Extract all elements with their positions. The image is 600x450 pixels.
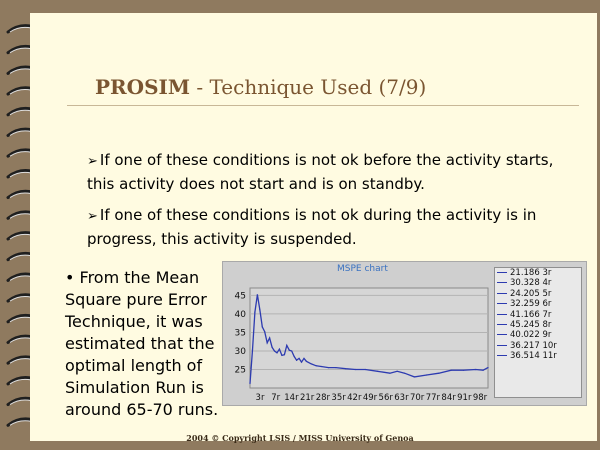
x-tick-label: 84r (441, 393, 456, 403)
x-tick-label: 7r (271, 393, 281, 403)
slide (30, 13, 597, 441)
y-tick-label: 35 (234, 328, 246, 339)
legend-label: 41.166 7r (510, 309, 552, 320)
legend-label: 36.217 10r (510, 340, 557, 351)
data-point (289, 350, 290, 351)
data-point (345, 368, 346, 369)
mspe-chart (222, 261, 587, 406)
legend-label: 30.328 4r (510, 278, 552, 289)
legend-item (495, 341, 581, 351)
data-point (286, 345, 287, 346)
chart-plot (226, 280, 491, 404)
data-point (438, 373, 439, 374)
data-point (267, 342, 268, 343)
legend-label: 32.259 6r (510, 299, 552, 310)
legend-label: 45.245 8r (510, 319, 552, 330)
data-point (321, 366, 322, 367)
data-point (298, 358, 299, 359)
data-point (276, 352, 277, 353)
data-point (294, 356, 295, 357)
data-point (264, 331, 265, 332)
title-product-name: PROSIM (95, 75, 191, 99)
plot-area (250, 288, 488, 388)
y-tick-label: 25 (234, 365, 246, 376)
data-point (377, 371, 378, 372)
data-point (389, 373, 390, 374)
legend-item (495, 330, 581, 340)
data-point (284, 354, 285, 355)
x-tick-label: 49r (362, 393, 378, 403)
legend-item (495, 289, 581, 299)
data-point (303, 358, 304, 359)
data-point (262, 326, 263, 327)
legend-swatch (497, 345, 507, 346)
x-tick-label: 35r (331, 393, 346, 403)
legend-label: 36.514 11r (510, 351, 557, 362)
data-point (291, 350, 292, 351)
legend-swatch (497, 324, 507, 325)
data-point (301, 361, 302, 362)
x-tick-label: 91r (457, 393, 472, 403)
data-point (279, 349, 280, 350)
x-tick-label: 3r (255, 393, 265, 403)
data-point (397, 371, 398, 372)
chart-legend (494, 267, 582, 398)
y-tick-label: 45 (234, 291, 246, 302)
bullet-text: If one of these conditions is not ok during the activity is in progress, this activity is suspended. (87, 206, 537, 248)
x-tick-label: 70r (409, 393, 425, 403)
legend-item (495, 278, 581, 288)
data-point (414, 376, 415, 377)
y-tick-label: 40 (234, 309, 246, 320)
data-point (249, 383, 250, 384)
legend-item (495, 310, 581, 320)
title-subtitle: - Technique Used (7/9) (190, 75, 427, 99)
legend-swatch (497, 293, 507, 294)
data-point (311, 363, 312, 364)
arrow-bullet-icon: ➢ (87, 154, 98, 169)
data-point (426, 374, 427, 375)
legend-swatch (497, 355, 507, 356)
y-tick-label: 30 (234, 346, 246, 357)
data-point (281, 355, 282, 356)
legend-label: 40.022 9r (510, 330, 552, 341)
x-tick-label: 98r (472, 393, 488, 403)
conclusion-text: • From the Mean Square pure Error Technique, it was estimated that the optimal length of Simulation Run is around 65-70 runs. (65, 268, 219, 419)
data-point (252, 349, 253, 350)
x-tick-label: 77r (425, 393, 441, 403)
data-point (296, 360, 297, 361)
data-point (463, 370, 464, 371)
slide-title (95, 75, 426, 99)
legend-swatch (497, 272, 507, 273)
data-point (355, 369, 356, 370)
slide-footer: 2004 © Copyright LSIS / MISS University of Genoa (186, 433, 414, 443)
data-point (365, 369, 366, 370)
x-tick-label: 21r (299, 393, 315, 403)
x-tick-label: 42r (347, 393, 362, 403)
data-point (482, 370, 483, 371)
legend-item (495, 320, 581, 330)
legend-swatch (497, 303, 507, 304)
data-point (475, 369, 476, 370)
chart-title: MSPE chart (337, 264, 388, 274)
data-point (451, 370, 452, 371)
data-point (274, 350, 275, 351)
bullet-item (87, 149, 567, 196)
data-point (335, 367, 336, 368)
x-tick-label: 56r (378, 393, 393, 403)
bullet-text: If one of these conditions is not ok before the activity starts, this activity does not start and is on standby. (87, 151, 554, 193)
legend-swatch (497, 314, 507, 315)
data-point (259, 309, 260, 310)
data-point (269, 337, 270, 338)
data-point (328, 367, 329, 368)
x-tick-label: 63r (394, 393, 409, 403)
title-divider (67, 105, 579, 106)
data-point (404, 373, 405, 374)
data-point (316, 365, 317, 366)
x-tick-label: 28r (315, 393, 331, 403)
legend-item (495, 351, 581, 361)
legend-item (495, 268, 581, 278)
legend-label: 21.186 3r (510, 268, 552, 278)
x-tick-label: 14r (284, 393, 299, 403)
legend-label: 24.205 5r (510, 288, 552, 299)
data-point (306, 361, 307, 362)
bullet-item (87, 204, 567, 251)
data-point (257, 294, 258, 295)
legend-item (495, 299, 581, 309)
legend-swatch (497, 334, 507, 335)
data-point (487, 367, 488, 368)
data-point (254, 311, 255, 312)
arrow-bullet-icon: ➢ (87, 209, 98, 224)
legend-swatch (497, 282, 507, 283)
data-point (271, 347, 272, 348)
